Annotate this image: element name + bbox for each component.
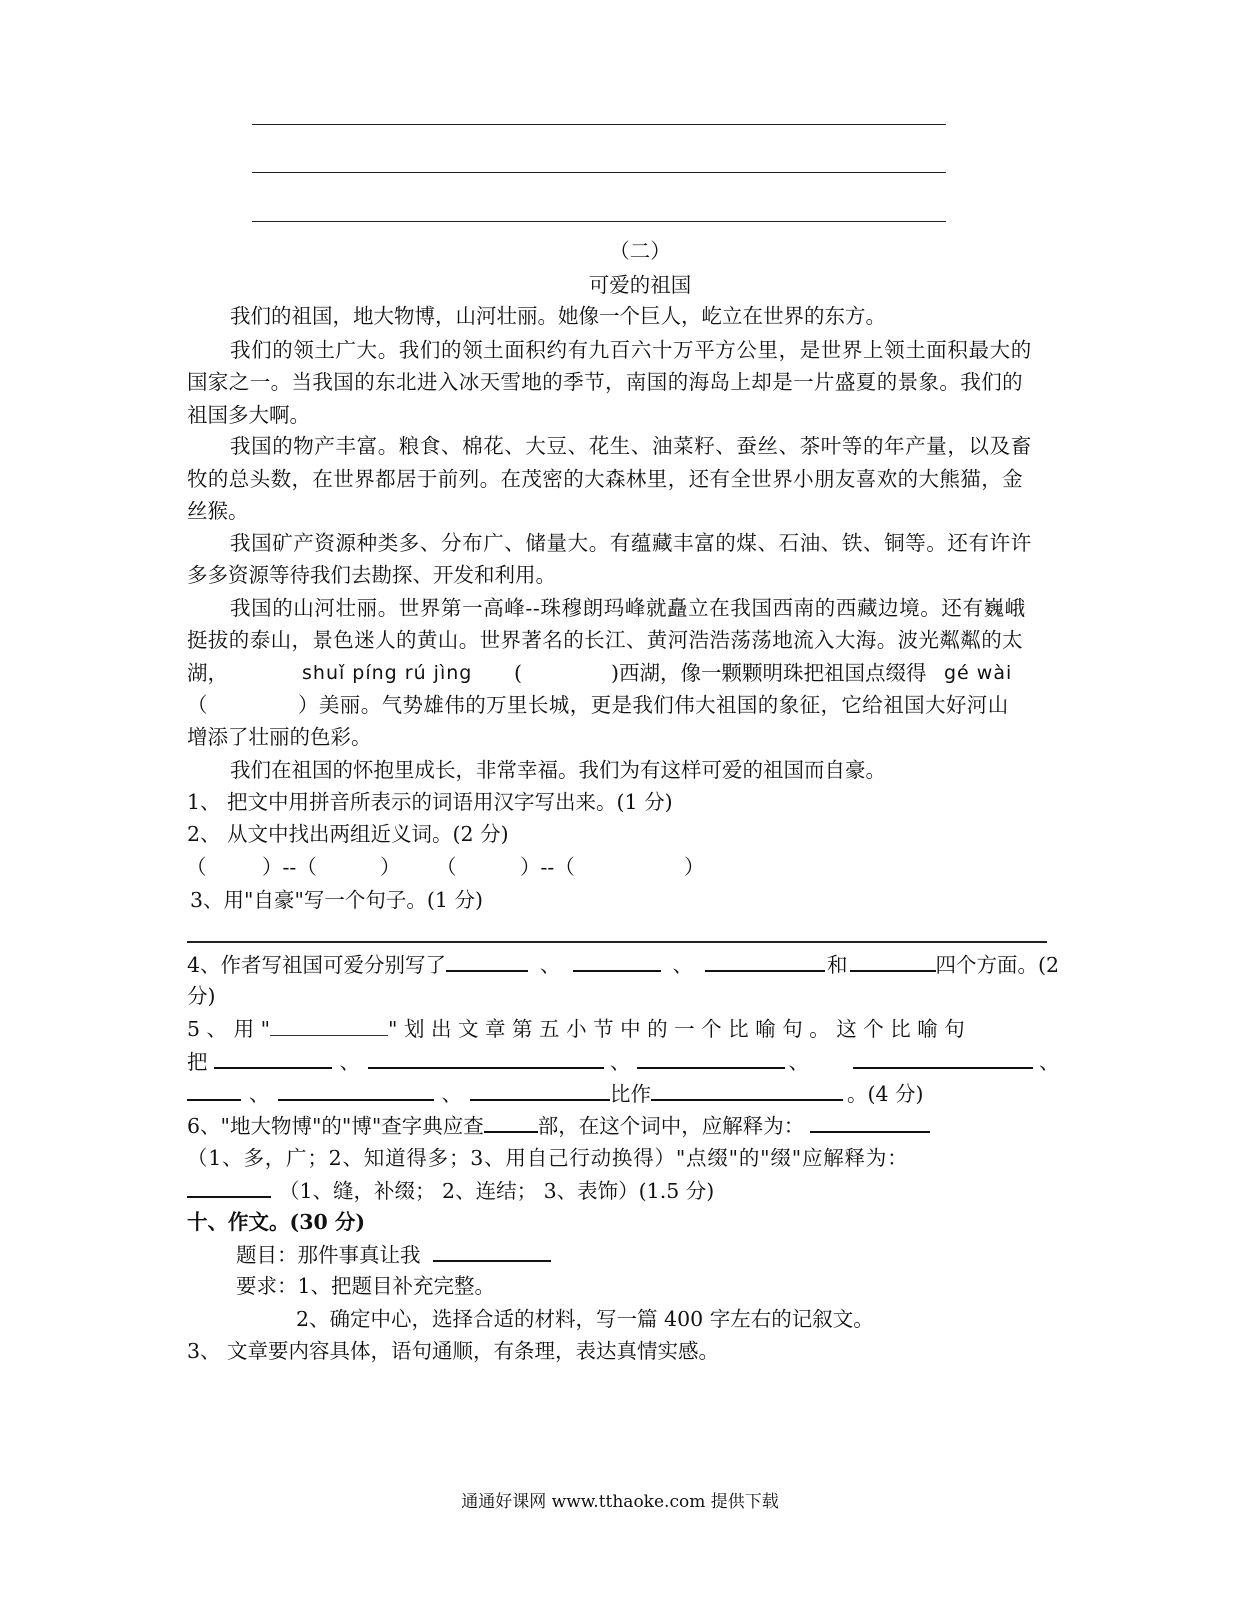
q5-end: 。(4 分)	[847, 1082, 924, 1106]
composition-req-3: 3、 文章要内容具体，语句通顺，有条理，表达真情实感。	[187, 1339, 720, 1363]
q5-sep: 、	[249, 1082, 270, 1106]
q5-blank-4[interactable]	[853, 1045, 1033, 1069]
question-2: 2、 从文中找出两组近义词。(2 分)	[187, 822, 509, 846]
paragraph-5-line-4b: ）美丽。气势雄伟的万里长城，更是我们伟大祖国的象征，它给祖国大好河山	[298, 693, 1009, 717]
q5-biz: 比作	[610, 1082, 651, 1106]
paragraph-3-line-1: 我国的物产丰富。粮食、棉花、大豆、花生、油菜籽、蚕丝、茶叶等的年产量，以及畜	[230, 434, 1032, 458]
answer-line	[252, 124, 946, 125]
composition-req-2: 2、确定中心，选择合适的材料，写一篇 400 字左右的记叙文。	[296, 1307, 874, 1331]
question-5-line-1	[187, 1013, 965, 1045]
question-4-line-1	[187, 948, 1059, 981]
q5-text-2: " 划 出 文 章 第 五 小 节 中 的 一 个 比 喻 句 。 这 个 比 喻 句	[388, 1017, 965, 1041]
q5-sep: 、	[610, 1050, 631, 1074]
passage-title: 可爱的祖国	[588, 273, 692, 297]
paragraph-5-line-3b: (	[514, 661, 522, 685]
composition-topic-blank[interactable]	[433, 1238, 551, 1262]
q2-bracket: （	[186, 855, 207, 879]
question-5-line-3	[187, 1077, 924, 1110]
q6-blank-meaning-1[interactable]	[810, 1109, 930, 1133]
paragraph-4-line-2: 多多资源等待我们去勘探、开发和利用。	[187, 563, 556, 587]
q6-blank-meaning-2[interactable]	[187, 1174, 271, 1198]
q2-bracket: ）	[684, 855, 705, 879]
footer-credit: 通通好课网 www.tthaoke.com 提供下载	[461, 1492, 779, 1512]
q6-text: 6、"地大物博"的"博"查字典应查	[187, 1114, 484, 1138]
q5-sep: 、	[441, 1082, 462, 1106]
q6-text-2: 部，在这个词中，应解释为：	[537, 1114, 805, 1138]
q4-blank-4[interactable]	[850, 948, 936, 972]
q6-blank-radical[interactable]	[484, 1109, 538, 1133]
q2-bracket: ）	[380, 855, 401, 879]
q4-and: 和	[827, 953, 848, 977]
composition-topic	[236, 1238, 551, 1271]
q4-text: 4、作者写祖国可爱分别写了	[187, 953, 447, 977]
q5-sep: 、	[1039, 1050, 1060, 1074]
question-1: 1、 把文中用拼音所表示的词语用汉字写出来。(1 分)	[187, 790, 673, 814]
question-6-line-2: （1、多，广；2、知道得多；3、用自己行动换得）"点缀"的"缀"应解释为：	[187, 1146, 909, 1170]
paragraph-3-line-2: 牧的总头数，在世界都居于前列。在茂密的大森林里，还有全世界小朋友喜欢的大熊猫，金	[187, 467, 1023, 491]
pinyin-shui-ping-ru-jing: shuǐ píng rú jìng	[302, 662, 473, 684]
q4-sep: 、	[672, 953, 694, 977]
q5-ba: 把	[187, 1050, 208, 1074]
composition-req-1: 要求：1、把题目补充完整。	[236, 1274, 496, 1298]
paragraph-5-line-5: 增添了壮丽的色彩。	[187, 725, 372, 749]
q5-sep: 、	[788, 1050, 809, 1074]
paragraph-1: 我们的祖国，地大物博，山河壮丽。她像一个巨人，屹立在世界的东方。	[230, 304, 886, 328]
q3-answer-line	[187, 941, 1047, 943]
pinyin-ge-wai: gé wài	[944, 662, 1013, 684]
paragraph-2-line-3: 祖国多大啊。	[187, 403, 310, 427]
q4-blank-2[interactable]	[573, 948, 661, 972]
paragraph-5-line-4a: （	[187, 693, 208, 717]
q5-blank-3[interactable]	[637, 1045, 785, 1069]
q5-blank-8[interactable]	[651, 1077, 843, 1101]
question-5-line-2	[187, 1045, 1060, 1078]
q5-underline-sample	[270, 1013, 388, 1036]
paragraph-2-line-1: 我们的领土广大。我们的领土面积约有九百六十万平方公里，是世界上领土面积最大的	[230, 338, 1032, 362]
q4-sep: 、	[540, 953, 561, 977]
paragraph-6: 我们在祖国的怀抱里成长，非常幸福。我们为有这样可爱的祖国而自豪。	[230, 758, 886, 782]
question-6-line-3	[187, 1174, 714, 1207]
q5-blank-6[interactable]	[278, 1077, 434, 1101]
question-6-line-1	[187, 1109, 930, 1142]
q5-text: 5 、 用 "	[187, 1017, 271, 1041]
q5-sep: 、	[339, 1050, 360, 1074]
q2-bracket: （	[436, 855, 457, 879]
paragraph-4-line-1: 我国矿产资源种类多、分布广、储量大。有蕴藏丰富的煤、石油、铁、铜等。还有许许	[230, 531, 1032, 555]
answer-line	[252, 221, 946, 222]
answer-line	[252, 172, 946, 173]
paragraph-5-line-2: 挺拔的泰山，景色迷人的黄山。世界著名的长江、黄河浩浩荡荡地流入大海。波光粼粼的太	[187, 628, 1023, 652]
q4-blank-1[interactable]	[446, 948, 528, 972]
paragraph-5-line-1: 我国的山河壮丽。世界第一高峰--珠穆朗玛峰就矗立在我国西南的西藏边境。还有巍峨	[230, 596, 1026, 620]
q2-bracket: ）--（	[520, 855, 575, 879]
question-3: 3、用"自豪"写一个句子。(1 分)	[190, 888, 483, 912]
q2-bracket: ）--（	[262, 855, 317, 879]
paragraph-2-line-2: 国家之一。当我国的东北进入冰天雪地的季节，南国的海岛上却是一片盛夏的景象。我们的	[187, 370, 1023, 394]
paragraph-5-line-3a: 湖，	[187, 661, 228, 685]
composition-topic-text: 题目：那件事真让我	[236, 1243, 421, 1267]
paragraph-5-line-3c: )西湖，像一颗颗明珠把祖国点缀得	[611, 661, 927, 685]
q6-text-3: （1、缝，补缀； 2、连结； 3、表饰）(1.5 分)	[279, 1179, 715, 1203]
q5-blank-2[interactable]	[368, 1045, 604, 1069]
q4-blank-3[interactable]	[705, 948, 825, 972]
question-4-line-2: 分)	[187, 984, 216, 1008]
q5-blank-5[interactable]	[187, 1077, 241, 1101]
paragraph-3-line-3: 丝猴。	[187, 499, 249, 523]
q5-blank-7[interactable]	[470, 1077, 610, 1101]
section-number: （二）	[609, 239, 671, 263]
composition-heading: 十、作文。(30 分)	[187, 1210, 366, 1234]
q5-blank-1[interactable]	[214, 1045, 332, 1069]
q4-text-end: 四个方面。(2	[935, 953, 1060, 977]
